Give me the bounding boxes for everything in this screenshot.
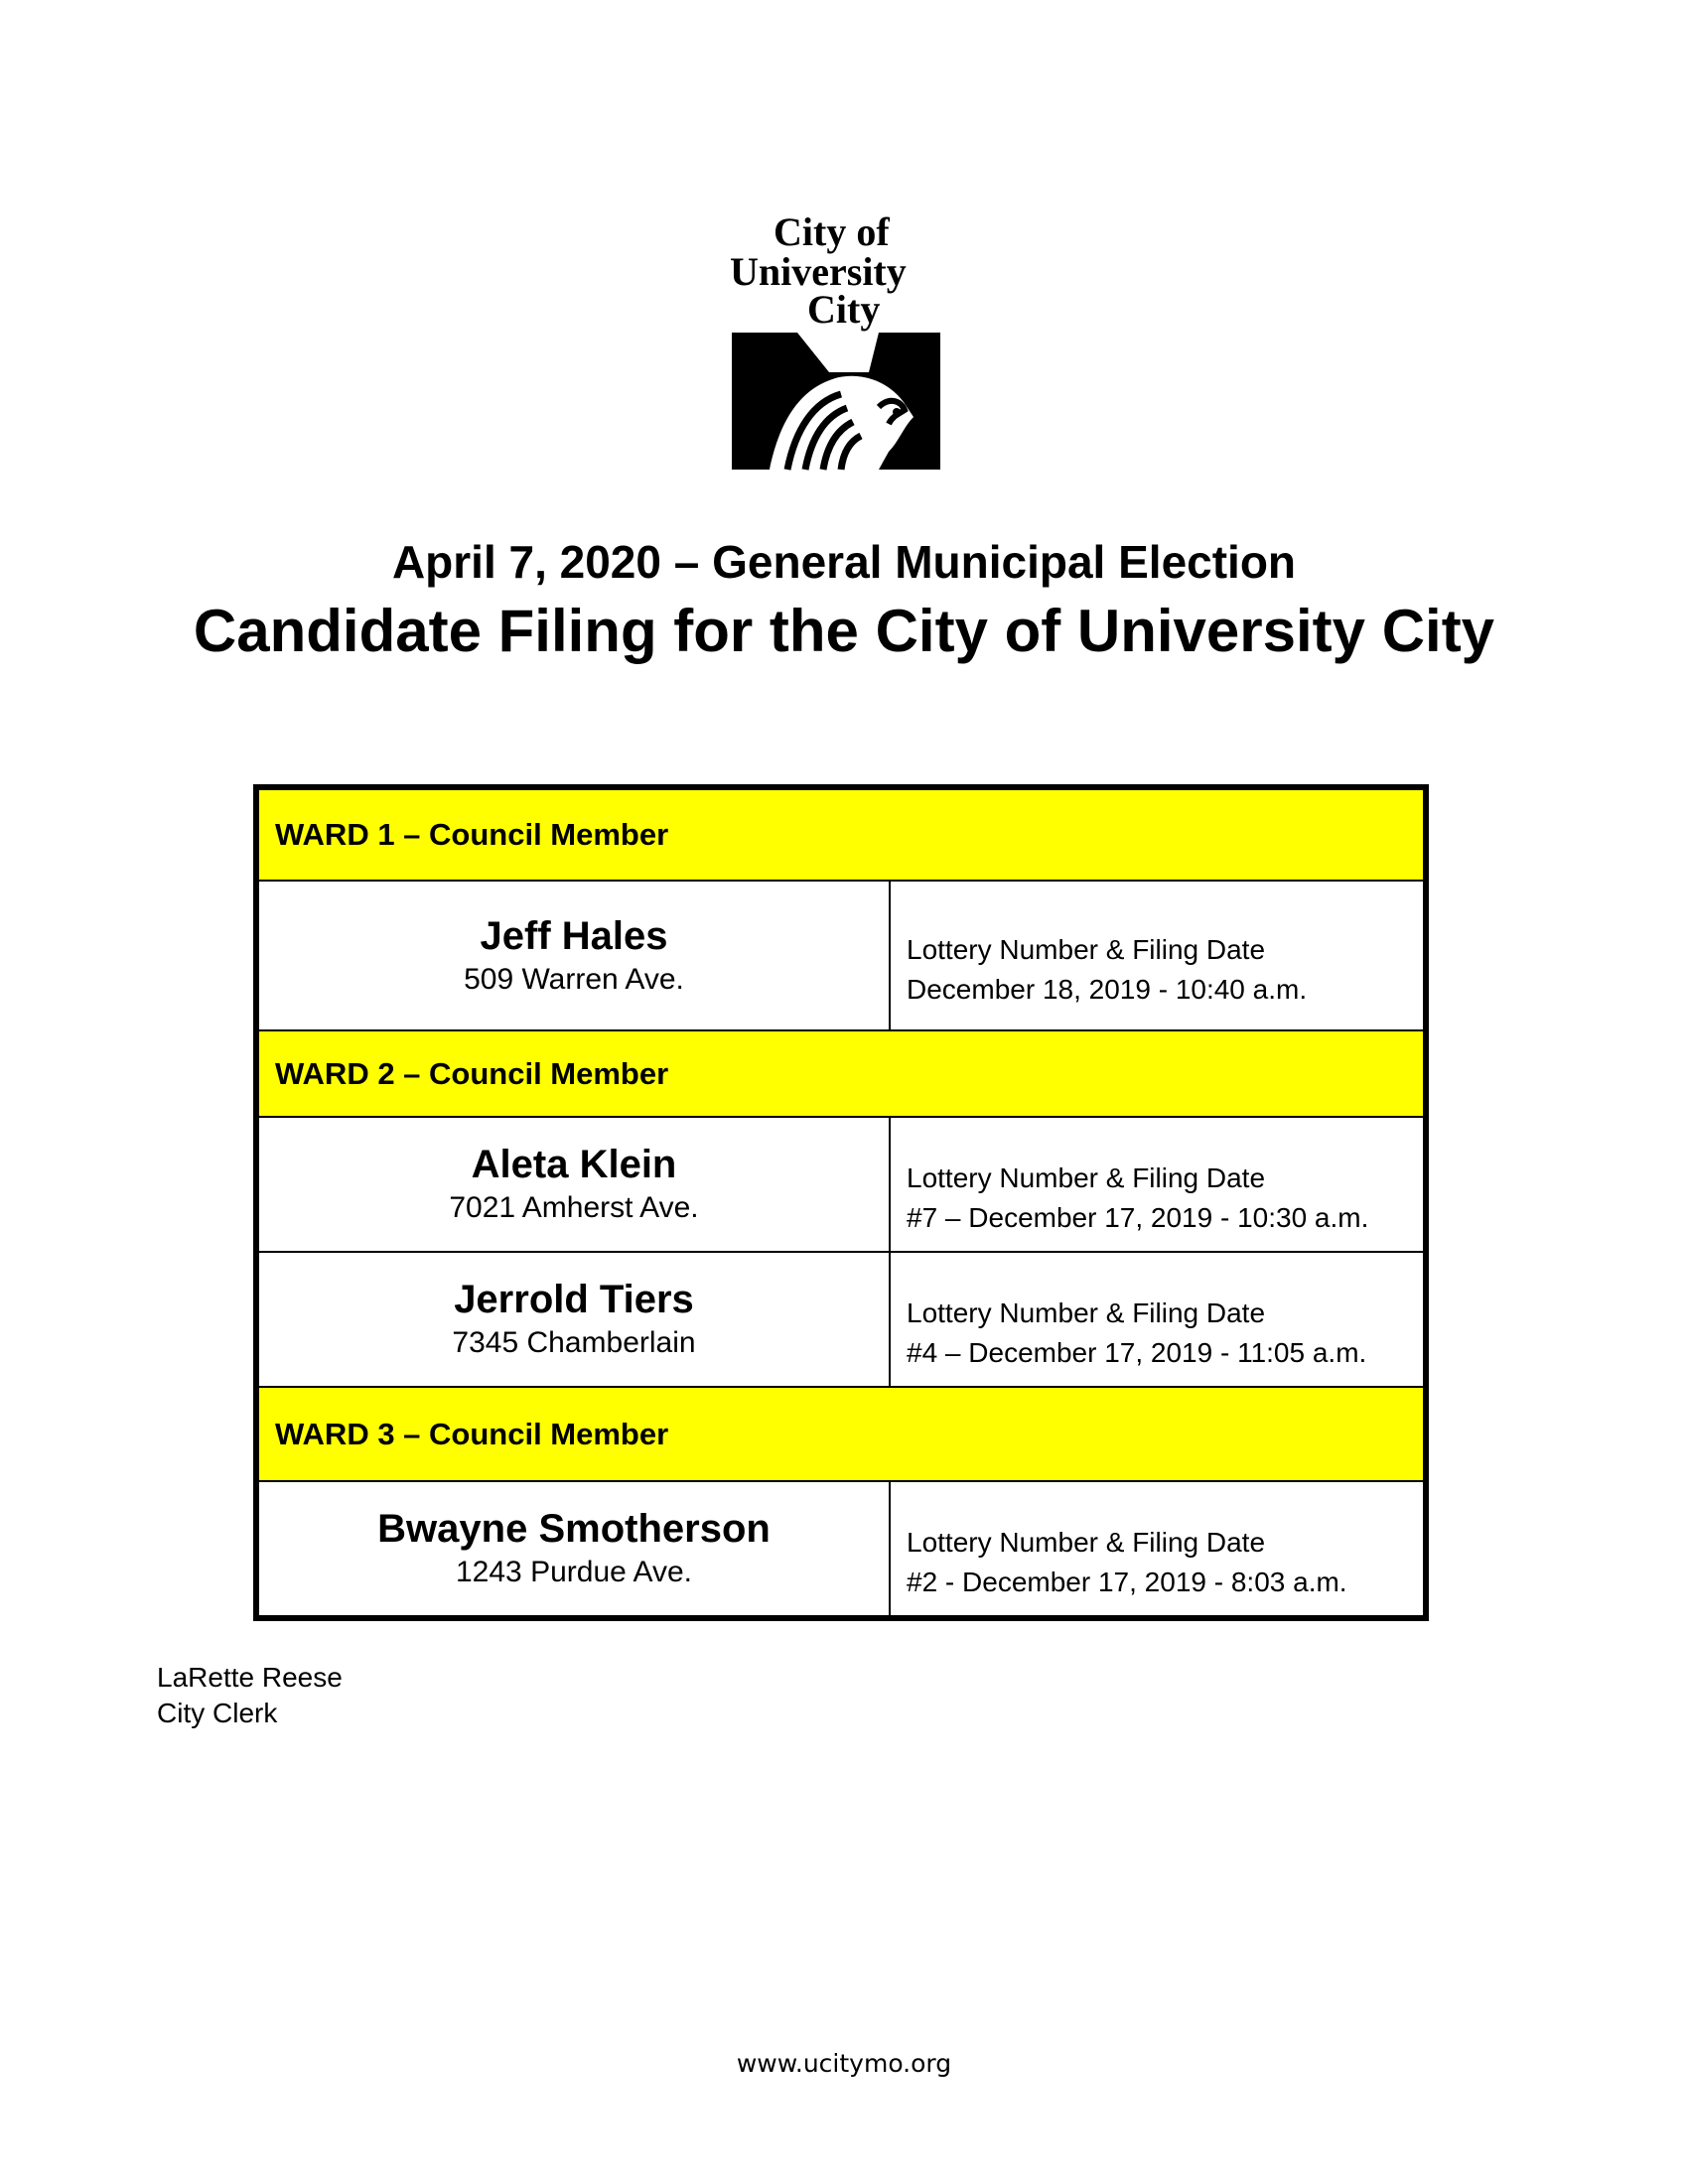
table-row [256, 1481, 1426, 1618]
ward-header-row [256, 1387, 1426, 1481]
city-logo [730, 204, 948, 474]
candidate-cell [256, 1481, 890, 1618]
filing-date: #2 - December 17, 2019 - 8:03 a.m. [907, 1567, 1347, 1597]
candidate-address: 1243 Purdue Ave. [456, 1556, 692, 1588]
filing-cell [890, 1252, 1426, 1387]
candidate-name: Bwayne Smotherson [377, 1507, 771, 1551]
candidate-name: Jeff Hales [480, 913, 668, 958]
filing-label: Lottery Number & Filing Date [907, 933, 1266, 965]
filing-date: #4 – December 17, 2019 - 11:05 a.m. [907, 1337, 1367, 1368]
table-row [256, 1117, 1426, 1252]
table-row [256, 1252, 1426, 1387]
logo-line2: University [730, 249, 907, 294]
lion-icon [730, 204, 948, 474]
candidate-name: Aleta Klein [471, 1143, 677, 1186]
filing-cell [890, 1117, 1426, 1252]
candidate-name: Jerrold Tiers [454, 1278, 694, 1321]
ward-header: WARD 1 – Council Member [256, 787, 1426, 881]
filing-date: #7 – December 17, 2019 - 10:30 a.m. [907, 1202, 1369, 1233]
logo-line1: City of [774, 209, 890, 254]
candidate-cell [256, 1117, 890, 1252]
candidate-cell [256, 881, 890, 1030]
filing-label: Lottery Number & Filing Date [907, 1162, 1266, 1193]
candidate-cell [256, 1252, 890, 1387]
filing-cell [890, 881, 1426, 1030]
candidate-address: 7345 Chamberlain [452, 1326, 696, 1359]
page-title: Candidate Filing for the City of University City [193, 598, 1495, 664]
ward-header-row [256, 787, 1426, 881]
election-title: April 7, 2020 – General Municipal Election [391, 536, 1297, 588]
filing-label: Lottery Number & Filing Date [907, 1527, 1266, 1558]
candidate-address: 509 Warren Ave. [464, 962, 684, 996]
filing-label: Lottery Number & Filing Date [907, 1297, 1266, 1328]
candidate-address: 7021 Amherst Ave. [449, 1191, 699, 1224]
filing-cell [890, 1481, 1426, 1618]
filing-date: December 18, 2019 - 10:40 a.m. [907, 973, 1308, 1005]
logo-line3: City [807, 287, 881, 332]
table-row [256, 881, 1426, 1030]
candidate-table [253, 784, 1429, 1621]
clerk-title: City Clerk [157, 1698, 278, 1728]
ward-header: WARD 3 – Council Member [256, 1387, 1426, 1481]
clerk-name: LaRette Reese [157, 1662, 343, 1693]
ward-header: WARD 2 – Council Member [256, 1030, 1426, 1117]
signature-block [157, 1660, 343, 1731]
footer-website: www.ucitymo.org [736, 2049, 952, 2078]
ward-header-row [256, 1030, 1426, 1117]
